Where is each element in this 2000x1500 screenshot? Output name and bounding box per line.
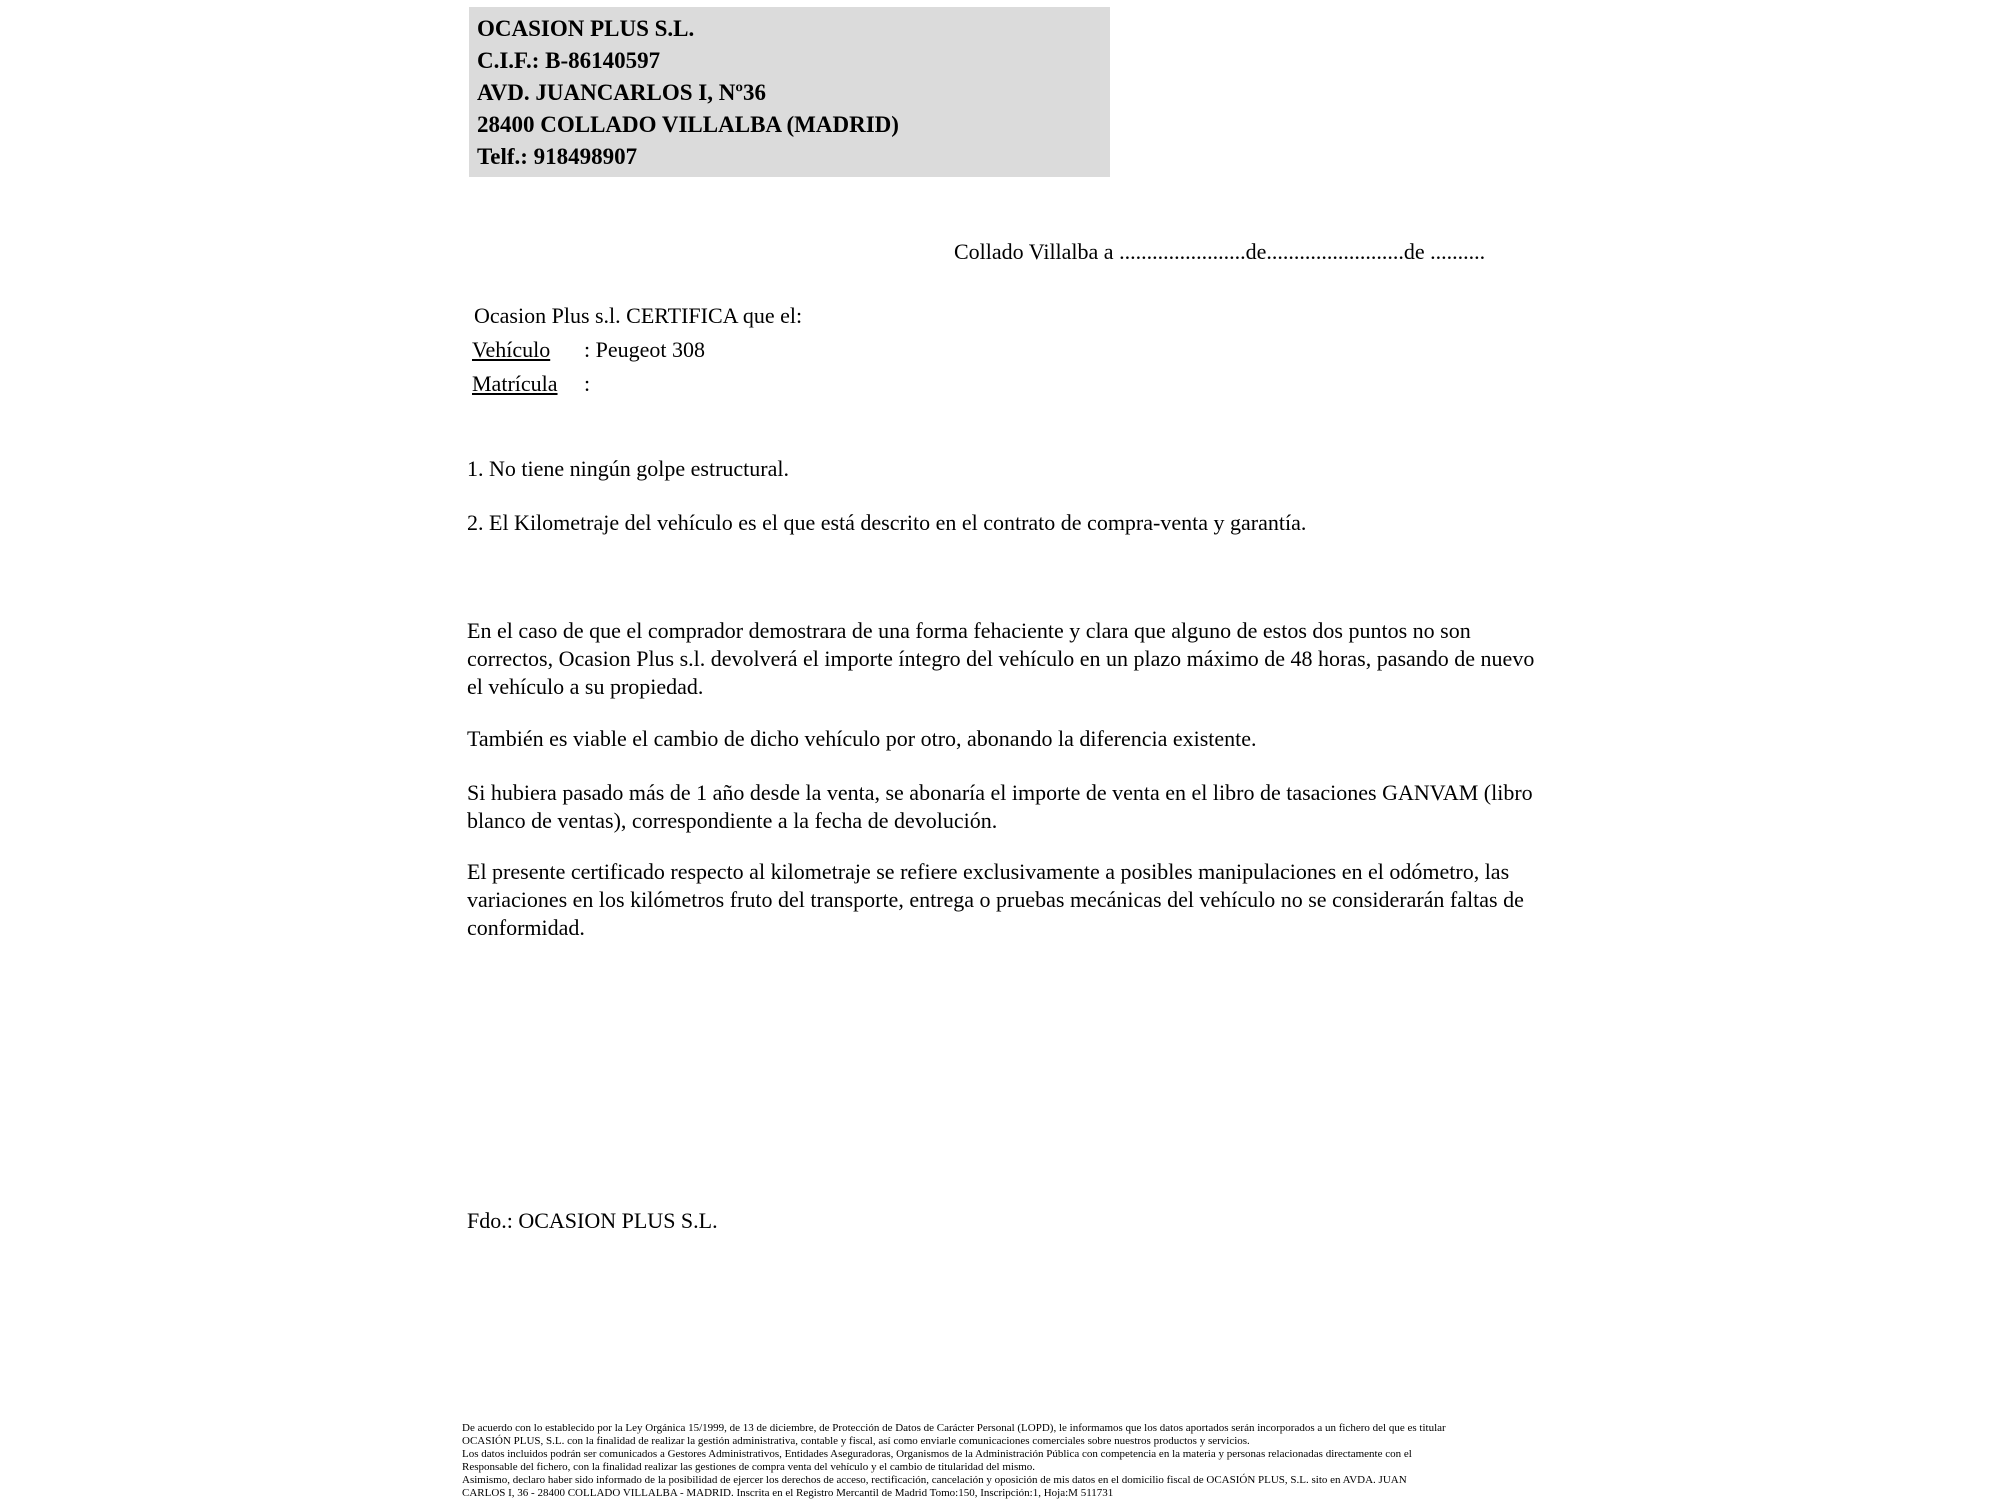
legal-footer-line: Los datos incluidos podrán ser comunicados a Gestores Administrativos, Entidades Aseguradoras, Organismos de la Administración Pública con competencia en la materia y personas relacionadas directamente con el (462, 1448, 1412, 1460)
paragraph-odometer: El presente certificado respecto al kilometraje se refiere exclusivamente a posibles manipulaciones en el odómetro, las variaciones en los kilómetros fruto del transporte, entrega o pruebas mecánicas del vehículo no se considerarán faltas de conformidad. (467, 859, 1524, 940)
company-cif: C.I.F.: B-86140597 (477, 48, 661, 73)
paragraph-refund: En el caso de que el comprador demostrara de una forma fehaciente y clara que alguno de estos dos puntos no son correctos, Ocasion Plus s.l. devolverá el importe íntegro del vehículo en un plazo máximo de 48 horas, pasando de nuevo el vehículo a su propiedad. (467, 618, 1535, 699)
company-address: AVD. JUANCARLOS I, Nº36 (477, 80, 766, 105)
plate-label: Matrícula (472, 371, 558, 396)
legal-footer-line: De acuerdo con lo establecido por la Ley Orgánica 15/1999, de 13 de diciembre, de Protección de Datos de Carácter Personal (LOPD), le informamos que los datos aportados serán incorporados a un fichero del que es titular (462, 1422, 1446, 1434)
point-2: 2. El Kilometraje del vehículo es el que está descrito en el contrato de compra-venta y garantía. (467, 510, 1307, 535)
plate-line (472, 371, 590, 397)
company-phone: Telf.: 918498907 (477, 144, 638, 169)
plate-value: : (584, 371, 591, 396)
vehicle-line (472, 337, 705, 363)
paragraph-exchange: También es viable el cambio de dicho vehículo por otro, abonando la diferencia existente. (467, 726, 1257, 751)
company-city: 28400 COLLADO VILLALBA (MADRID) (477, 112, 899, 137)
legal-footer-line: Asimismo, declaro haber sido informado de la posibilidad de ejercer los derechos de acceso, rectificación, cancelación y oposición de mis datos en el domicilio fiscal de OCASIÓN PLUS, S.L. sito en AVDA. JUAN (462, 1474, 1407, 1486)
company-name: OCASION PLUS S.L. (477, 16, 695, 41)
vehicle-label: Vehículo (472, 337, 551, 362)
certifies-line: Ocasion Plus s.l. CERTIFICA que el: (474, 303, 803, 328)
legal-footer-line: OCASIÓN PLUS, S.L. con la finalidad de realizar la gestión administrativa, contable y fiscal, así como enviarle comunicaciones comerciales sobre nuestros productos y servicios. (462, 1435, 1250, 1447)
company-header-block (469, 7, 1110, 177)
signature-line: Fdo.: OCASION PLUS S.L. (467, 1208, 718, 1233)
legal-footer-line: Responsable del fichero, con la finalidad realizar las gestiones de compra venta del vehículo y el cambio de titularidad del mismo. (462, 1461, 1036, 1473)
paragraph-ganvam: Si hubiera pasado más de 1 año desde la venta, se abonaría el importe de venta en el libro de tasaciones GANVAM (libro blanco de ventas), correspondiente a la fecha de devolución. (467, 780, 1533, 833)
legal-footer-line: CARLOS I, 36 - 28400 COLLADO VILLALBA - MADRID. Inscrita en el Registro Mercantil de Madrid Tomo:150, Inscripción:1, Hoja:M 511731 (462, 1487, 1114, 1499)
vehicle-value: : Peugeot 308 (584, 337, 705, 362)
date-blank-line: Collado Villalba a .......................de.........................de .......... (954, 239, 1486, 264)
point-1: 1. No tiene ningún golpe estructural. (467, 456, 789, 481)
legal-footer (462, 1422, 1552, 1500)
